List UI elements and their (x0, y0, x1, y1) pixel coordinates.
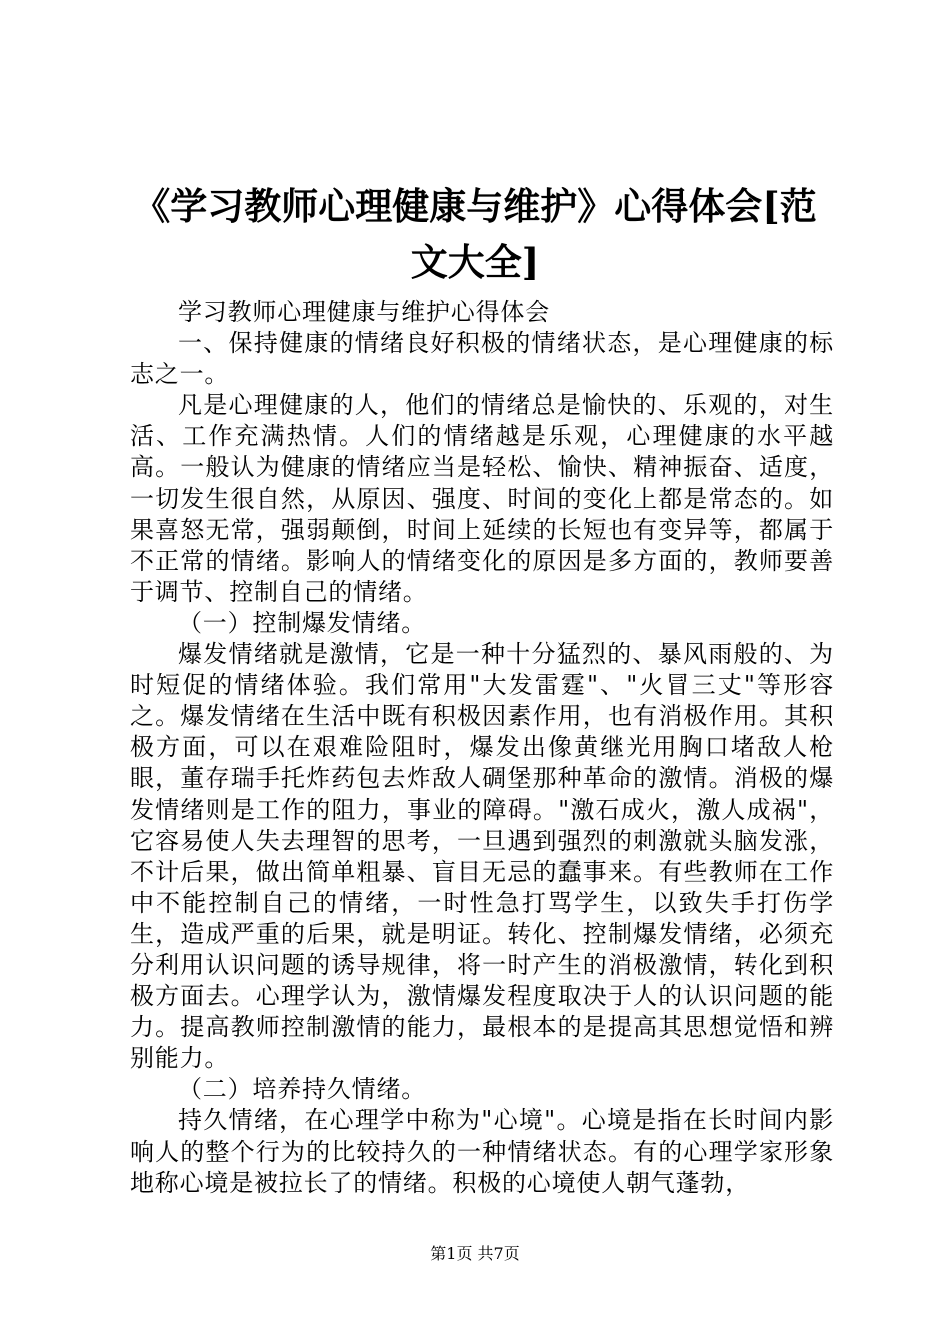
document-title: 《学习教师心理健康与维护》心得体会[范文大全] (133, 184, 817, 284)
section-heading-1: 一、保持健康的情绪良好积极的情绪状态，是心理健康的标志之一。 (130, 329, 834, 389)
page-number-footer: 第1页 共7页 (430, 1244, 520, 1263)
body-paragraph: 爆发情绪就是激情，它是一种十分猛烈的、暴风雨般的、为时短促的情绪体验。我们常用"大发雷霆"、"火冒三丈"等形容之。爆发情绪在生活中既有积极因素作用，也有消极作用。其积极方面，可以在艰难险阻时，爆发出像黄继光用胸口堵敌人枪眼，董存瑞手托炸药包去炸敌人碉堡那种革命的激情。消极的爆发情绪则是工作的阻力，事业的障碍。"激石成火，激人成祸"，它容易使人失去理智的思考，一旦遇到强烈的刺激就头脑发涨，不计后果，做出简单粗暴、盲目无忌的蠢事来。有些教师在工作中不能控制自己的情绪，一时性急打骂学生，以致失手打伤学生，造成严重的后果，就是明证。转化、控制爆发情绪，必须充分利用认识问题的诱导规律，将一时产生的消极激情，转化到积极方面去。心理学认为，激情爆发程度取决于人的认识问题的能力。提高教师控制激情的能力，最根本的是提高其思想觉悟和辨别能力。 (130, 640, 834, 1073)
subsection-heading-1: （一）控制爆发情绪。 (178, 608, 426, 637)
body-paragraph: 持久情绪，在心理学中称为"心境"。心境是指在长时间内影响人的整个行为的比较持久的一种情绪状态。有的心理学家形象地称心境是被拉长了的情绪。积极的心境使人朝气蓬勃， (130, 1106, 834, 1197)
body-paragraph: 凡是心理健康的人，他们的情绪总是愉快的、乐观的，对生活、工作充满热情。人们的情绪越是乐观，心理健康的水平越高。一般认为健康的情绪应当是轻松、愉快、精神振奋、适度，一切发生很自然，从原因、强度、时间的变化上都是常态的。如果喜怒无常，强弱颠倒，时间上延续的长短也有变异等，都属于不正常的情绪。影响人的情绪变化的原因是多方面的，教师要善于调节、控制自己的情绪。 (130, 391, 834, 606)
document-body (130, 297, 834, 1199)
subsection-heading-2: （二）培养持久情绪。 (178, 1075, 426, 1104)
subtitle-paragraph: 学习教师心理健康与维护心得体会 (178, 298, 550, 326)
